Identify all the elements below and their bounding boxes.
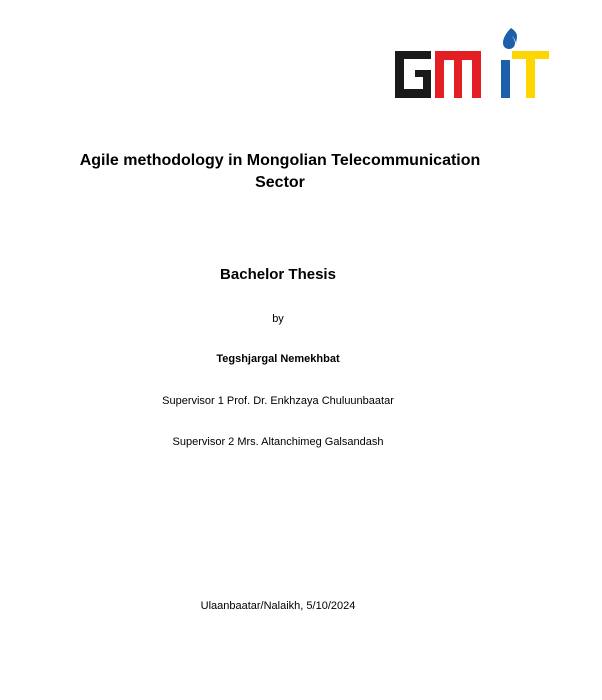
supervisor-1: Supervisor 1 Prof. Dr. Enkhzaya Chuluunbaatar — [162, 395, 394, 407]
place-and-date: Ulaanbaatar/Nalaikh, 5/10/2024 — [200, 600, 356, 612]
logo-letter-g — [395, 51, 431, 98]
logo-letter-i — [501, 60, 510, 98]
thesis-type: Bachelor Thesis — [220, 266, 336, 283]
gmit-logo — [393, 27, 551, 101]
logo-letter-t — [512, 51, 549, 98]
supervisor-2: Supervisor 2 Mrs. Altanchimeg Galsandash — [172, 436, 384, 448]
logo-flame-icon — [503, 28, 517, 49]
logo-letter-m — [435, 51, 481, 98]
thesis-title: Agile methodology in Mongolian Telecommunication Sector — [79, 152, 481, 191]
by-label: by — [272, 313, 284, 325]
author-name: Tegshjargal Nemekhbat — [216, 353, 340, 365]
